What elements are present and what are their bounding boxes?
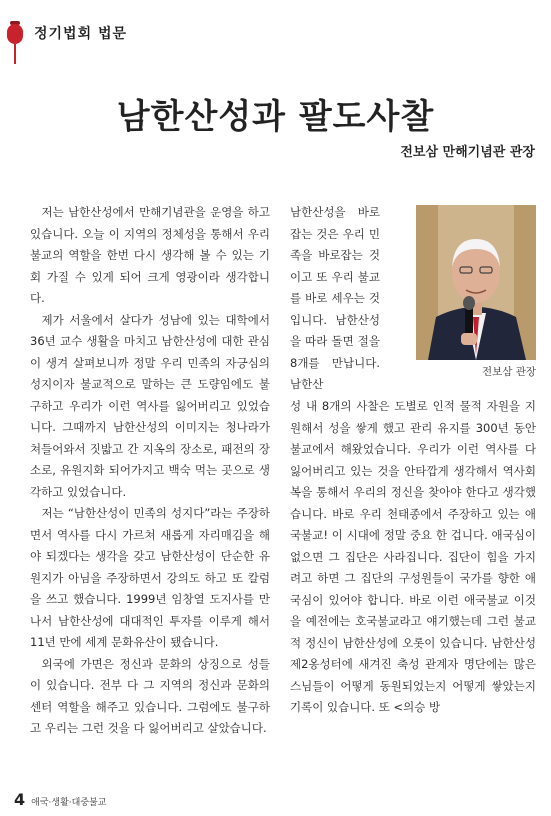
article-title: 남한산성과 팔도사찰 [116,96,435,137]
right-column-top [290,202,380,396]
paragraph: 저는 남한산성에서 만해기념관을 운영을 하고 있습니다. 오늘 이 지역의 정체성을 통해서 우리 불교의 역할을 한번 다시 생각해 볼 수 있는 기회 가질 수 있게 되어 크게 영광이라 생각합니다. [30,205,270,305]
left-column [30,202,270,740]
right-column-bottom [290,396,536,719]
author-byline: 전보삼 만해기념관 관장 [400,145,535,160]
photo-caption: 전보삼 관장 [481,366,536,378]
page-number: 4 [14,790,26,809]
paragraph: 제가 서울에서 살다가 성남에 있는 대학에서 36년 교수 생활을 마치고 남한산성에 대한 관심이 생겨 살펴보니까 정말 우리 민족의 자긍심의 성지이자 불교적으로 말하는 큰 도량임에도 불구하고 우리가 이런 역사를 잃어버리고 있었습니다. 그때까지 남한산성의 이미지는 청나라가 쳐들어와서 짓밟고 간 지옥의 장소로, 패전의 장소로, 유원지화 되어가지고 백숙 먹는 곳으로 생각하고 있었습니다. [30,312,270,499]
lantern-icon [6,20,24,46]
paragraph: 남한산성을 바로 잡는 것은 우리 민족을 바로잡는 것이고 또 우리 불교를 바로 세우는 것입니다. 남한산성을 따라 돌면 절을 8개를 만납니다. 남한산 [290,205,380,391]
publication-name: 애국·생활·대중불교 [31,798,107,808]
section-label: 정기법회 법문 [34,26,128,42]
speaker-photo [416,205,536,360]
speaker-portrait-icon [416,205,536,360]
paragraph: 저는 “남한산성이 민족의 성지다”라는 주장하면서 역사를 다시 가르쳐 새롭게 자리매김을 해야 되겠다는 생각을 갖고 남한산성이 단순한 유원지가 아님을 주장하면서 강의도 하고 또 칼럼을 쓰고 했습니다. 1999년 임창열 도지사를 만나서 남한산성에 대대적인 투자를 이루게 해서 11년 만에 세계 문화유산이 됐습니다. [30,506,270,649]
page-footer [14,790,106,809]
paragraph: 성 내 8개의 사찰은 도별로 인적 물적 자원을 지원해서 성을 쌓게 했고 관리 유지를 300년 동안 불교에서 해왔었습니다. 우리가 이런 역사를 다 잃어버리고 있는 것을 안타깝게 생각해서 역사회복을 통해서 우리의 정신을 찾아야 한다고 생각했습니다. 바로 우리 천태종에서 주장하고 있는 애국불교! 이 시대에 정말 중요 한 겁니다. 애국심이 없으면 그 집단은 사라집니다. 집단이 힘을 가지려고 하면 그 집단의 구성원들이 국가를 향한 애국심이 있어야 합니다. 바로 이런 애국불교 이것을 예전에는 호국불교라고 얘기했는데 그런 불교적 정신이 남한산성에 오롯이 있습니다. 남한산성 제2옹성터에 새겨진 축성 관계자 명단에는 많은 스님들이 어떻게 동원되었는지 어떻게 쌓았는지 기록이 있습니다. 또 <의승 방 [290,399,536,714]
section-header [6,18,127,48]
lantern-tassel-line [14,44,16,64]
paragraph: 외국에 가면은 정신과 문화의 상징으로 성들이 있습니다. 전부 다 그 지역의 정신과 문화의 센터 역할을 해주고 있습니다. 그럼에도 불구하고 우리는 그런 것을 다 잃어버리고 살았습니다. [30,656,270,735]
